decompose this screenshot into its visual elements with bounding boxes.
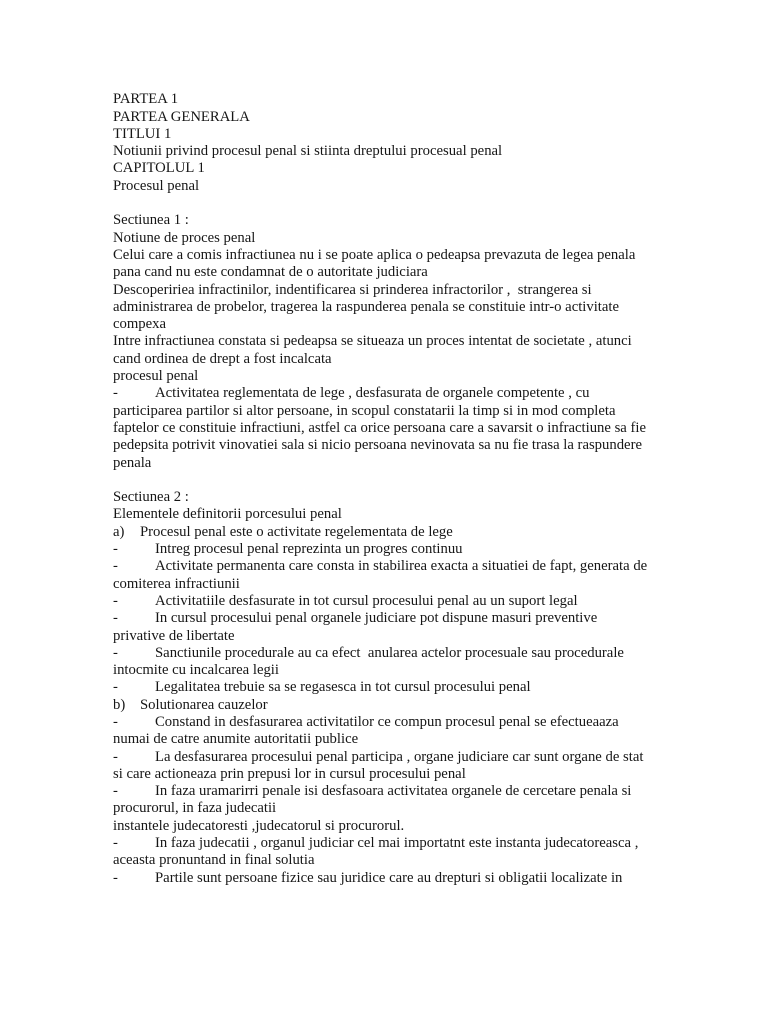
- list-item-text: Intreg procesul penal reprezinta un progres continuu: [155, 541, 463, 558]
- dash-marker: -: [113, 679, 118, 696]
- paragraph-line: pana cand nu este condamnat de o autoritate judiciara: [113, 264, 428, 281]
- dash-marker: -: [113, 748, 118, 765]
- part-name: PARTEA GENERALA: [113, 108, 250, 125]
- paragraph-line: Intre infractiunea constata si pedeapsa se situeaza un proces intentat de societate , atunci: [113, 333, 632, 350]
- paragraph-line: cand ordinea de drept a fost incalcata: [113, 350, 332, 367]
- part-label: PARTEA 1: [113, 91, 179, 108]
- list-item-text: Sanctiunile procedurale au ca efect anularea actelor procesuale sau procedurale: [155, 644, 624, 661]
- list-item: [113, 541, 713, 558]
- list-item-text: In cursul procesului penal organele judiciare pot dispune masuri preventive: [155, 610, 598, 627]
- blank-line: [113, 195, 713, 212]
- list-item-text: Activitatiile desfasurate in tot cursul procesului penal au un suport legal: [155, 592, 578, 609]
- paragraph-line: Descopeririea infractinilor, indentificarea si prinderea infractorilor , strangerea si: [113, 281, 592, 298]
- paragraph-line: numai de catre anumite autoritatii publice: [113, 731, 359, 748]
- paragraph-line: procurorul, in faza judecatii: [113, 800, 277, 817]
- paragraph-line: compexa: [113, 316, 167, 333]
- section-1-heading: Sectiunea 1 :: [113, 212, 189, 229]
- section-2-title: Elementele definitorii porcesului penal: [113, 506, 342, 523]
- list-item: [113, 749, 713, 766]
- list-item-text: La desfasurarea procesului penal participa , organe judiciare car sunt organe de stat: [155, 748, 644, 765]
- lettered-item-text: Procesul penal este o activitate regelementata de lege: [140, 523, 453, 540]
- list-item-text: Activitate permanenta care consta in stabilirea exacta a situatiei de fapt, generata de: [155, 558, 648, 575]
- dash-marker: -: [113, 558, 118, 575]
- paragraph-line: procesul penal: [113, 368, 199, 385]
- paragraph-line: Celui care a comis infractiunea nu i se poate aplica o pedeapsa prevazuta de legea penala: [113, 246, 636, 263]
- list-item-text: Constand in desfasurarea activitatilor ce compun procesul penal se efectueaaza: [155, 713, 619, 730]
- dash-marker: -: [113, 713, 118, 730]
- dash-marker: -: [113, 610, 118, 627]
- list-item: [113, 593, 713, 610]
- list-item-text: Activitatea reglementata de lege , desfasurata de organele competente , cu: [155, 385, 590, 402]
- dash-marker: -: [113, 592, 118, 609]
- paragraph-line: si care actioneaza prin prepusi lor in cursul procesului penal: [113, 765, 466, 782]
- list-item: [113, 385, 713, 402]
- title-label: TITLUI 1: [113, 125, 172, 142]
- paragraph-line: aceasta pronuntand in final solutia: [113, 852, 315, 869]
- section-2-heading: Sectiunea 2 :: [113, 489, 189, 506]
- dash-marker: -: [113, 385, 118, 402]
- list-item: [113, 610, 713, 627]
- title-name: Notiunii privind procesul penal si stiinta dreptului procesual penal: [113, 143, 503, 160]
- chapter-label: CAPITOLUL 1: [113, 160, 205, 177]
- list-item: [113, 645, 713, 662]
- list-item: [113, 835, 713, 852]
- paragraph-line: pedepsita potrivit vinovatiei sala si nicio persoana nevinovata sa nu fie trasa la raspundere: [113, 437, 642, 454]
- lettered-item: [113, 697, 713, 714]
- letter-marker: b): [113, 696, 126, 713]
- dash-marker: -: [113, 541, 118, 558]
- dash-marker: -: [113, 644, 118, 661]
- lettered-item-text: Solutionarea cauzelor: [140, 696, 268, 713]
- paragraph-line: instantele judecatoresti ,judecatorul si procurorul.: [113, 817, 405, 834]
- blank-line: [113, 472, 713, 489]
- paragraph-line: penala: [113, 454, 152, 471]
- list-item-text: Partile sunt persoane fizice sau juridice care au drepturi si obligatii localizate in: [155, 869, 623, 886]
- chapter-name: Procesul penal: [113, 177, 200, 194]
- list-item-text: Legalitatea trebuie sa se regasesca in tot cursul procesului penal: [155, 679, 531, 696]
- paragraph-line: privative de libertate: [113, 627, 235, 644]
- dash-marker: -: [113, 835, 118, 852]
- paragraph-line: comiterea infractiunii: [113, 575, 240, 592]
- list-item-text: In faza uramarirri penale isi desfasoara activitatea organele de cercetare penala si: [155, 783, 632, 800]
- letter-marker: a): [113, 523, 125, 540]
- list-item: [113, 714, 713, 731]
- paragraph-line: faptelor ce constituie infractiuni, astfel ca orice persoana care a savarsit o infractiune sa fie: [113, 419, 646, 436]
- list-item: [113, 679, 713, 696]
- paragraph-line: intocmite cu incalcarea legii: [113, 662, 279, 679]
- list-item: [113, 870, 713, 887]
- lettered-item: [113, 524, 713, 541]
- section-1-title: Notiune de proces penal: [113, 229, 256, 246]
- dash-marker: -: [113, 783, 118, 800]
- document-page: [113, 91, 713, 887]
- paragraph-line: administrarea de probelor, tragerea la raspunderea penala se constituie intr-o activitate: [113, 298, 620, 315]
- dash-marker: -: [113, 869, 118, 886]
- paragraph-line: participarea partilor si altor persoane, in scopul constatarii la timp si in mod completa: [113, 402, 616, 419]
- list-item: [113, 783, 713, 800]
- list-item-text: In faza judecatii , organul judiciar cel mai importatnt este instanta judecatoreasca ,: [155, 835, 639, 852]
- list-item: [113, 558, 713, 575]
